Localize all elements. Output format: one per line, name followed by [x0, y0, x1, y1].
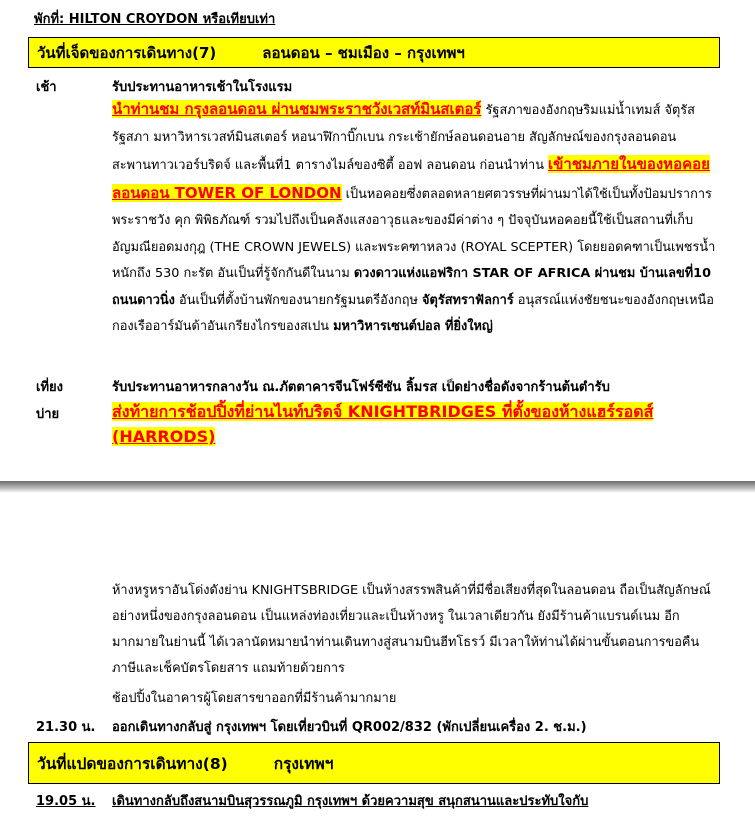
breakfast-line: รับประทานอาหารเช้าในโรงแรม — [112, 80, 293, 95]
afternoon-text — [112, 400, 717, 450]
flight-time: 21.30 น. — [36, 720, 96, 735]
morning-text-3: อันเป็นที่ตั้งบ้านพักของนายกรัฐมนตรีอังกฤษ — [174, 292, 423, 308]
day7-route: ลอนดอน – ชมเมือง – กรุงเทพฯ — [262, 43, 465, 62]
day8-route: กรุงเทพฯ — [273, 754, 334, 773]
morning-text-4: อนุสรณ์แห่งชัยชนะของอังกฤษเหนือกองเรืออาร์มันด้าอันเกรียงไกรของสเปน — [112, 292, 714, 334]
bold-trafalgar: จัตุรัสทราฟัลการ์ — [422, 292, 514, 308]
bold-st-paul: มหาวิหารเซนต์ปอล ที่ยิ่งใหญ่ — [333, 319, 493, 334]
noon-text: รับประทานอาหารกลางวัน ณ.ภัตตาคารจีนโฟร์ซีซัน ลิ้มรส เป็ดย่างชื่อดังจากร้านต้นตำรับ — [112, 380, 610, 395]
highlight-westminster: นำท่านชม กรุงลอนดอน ผ่านชมพระราชวังเวสท์มินสเตอร์ — [112, 100, 482, 118]
harrods-paragraph: ห้างหรูหราอันโด่งดังย่าน KNIGHTSBRIDGE เป็นห้างสรรพสินค้าที่มีชื่อเสียงที่สุดในลอนดอน ถือเป็นสัญลักษณ์อย่างหนึ่งของกรุงลอนดอน เป็นแหล่งท่องเที่ยวและเป็นห้างหรู ในเวลาเดียวกัน ยังมีร้านค้าแบรนด์เนม อีกมากมายในย่านนี้ ได้เวลานัดหมายนำท่านเดินทางสู่สนามบินฮีทโธรว์ มีเวลาให้ท่านได้ผ่านขั้นตอนการขอคืนภาษีและเช็คบัตรโดยสาร แถมท้ายด้วยการ — [112, 583, 711, 676]
arrival-text: เดินทางกลับถึงสนามบินสุวรรณภูมิ กรุงเทพฯ ด้วยความสุข สนุกสนานและประทับใจกับ — [112, 794, 589, 809]
day7-header — [28, 37, 720, 68]
highlight-knightbridges: ส่งท้ายการช้อปปิ้งที่ย่านไนท์บริดจ์ KNIGHTBRIDGES ที่ตั้งของห้างแฮร์รอดส์ (HARRODS) — [112, 402, 654, 446]
arrival-time: 19.05 น. — [36, 794, 96, 809]
day7-title: วันที่เจ็ดของการเดินทาง(7) — [37, 43, 217, 62]
shopping-line: ช้อปปิ้งในอาคารผู้โดยสารขาออกที่มีร้านค้ามากมาย — [112, 691, 397, 706]
morning-paragraph — [112, 96, 717, 368]
hotel-line: พักที่: HILTON CROYDON หรือเทียบเท่า — [34, 12, 276, 27]
morning-text-2: เป็นหอคอยซึ่งตลอดหลายศตวรรษที่ผ่านมาได้ใช้เป็นทั้งป้อมปราการ พระราชวัง คุก พิพิธภัณฑ์ รวมไปถึงเป็นคลังแสงอาวุธและของมีค่าต่าง ๆ ปัจจุบันหอคอยนี้ใช้เป็นสถานที่เก็บอัญมณียอดมงกุฎ (THE CROWN JEWELS) และพระคฑาหลวง (ROYAL SCEPTER) โดยยอดคฑาเป็นเพชรน้ำหนักถึง 530 กะรัต อันเป็นที่รู้จักกันดีในนาม — [112, 186, 716, 281]
label-afternoon: บ่าย — [36, 407, 60, 422]
label-noon: เที่ยง — [36, 380, 63, 395]
page-break-divider — [0, 481, 755, 493]
day8-header — [28, 742, 720, 784]
flight-text: ออกเดินทางกลับสู่ กรุงเทพฯ โดยเที่ยวบินที่ QR002/832 (พักเปลี่ยนเครื่อง 2. ช.ม.) — [112, 720, 587, 735]
day8-title: วันที่แปดของการเดินทาง(8) — [37, 754, 228, 773]
highlight-tower-of-london: เข้าชมภายในของหอคอยลอนดอน TOWER OF LONDON — [112, 155, 710, 202]
morning-text-1: รัฐสภาของอังกฤษริมแม่น้ำเทมส์ จัตุรัสรัฐสภา มหาวิหารเวสท์มินสเตอร์ หอนาฬิกาบิ๊กเบน กระเช้ายักษ์ลอนดอนอาย สัญลักษณ์ของกรุงลอนดอน สะพานทาวเวอร์บริดจ์ และพื้นที่1 ตารางไมล์ของซิตี้ ออฟ ลอนดอน ก่อนนำท่าน — [112, 103, 695, 173]
bold-star-of-africa: ดวงดาวแห่งแอฟริกา STAR OF AFRICA ผ่านชม บ้านเลขที่10 ถนนดาวนิ่ง — [112, 266, 711, 308]
label-morning: เช้า — [36, 80, 57, 95]
